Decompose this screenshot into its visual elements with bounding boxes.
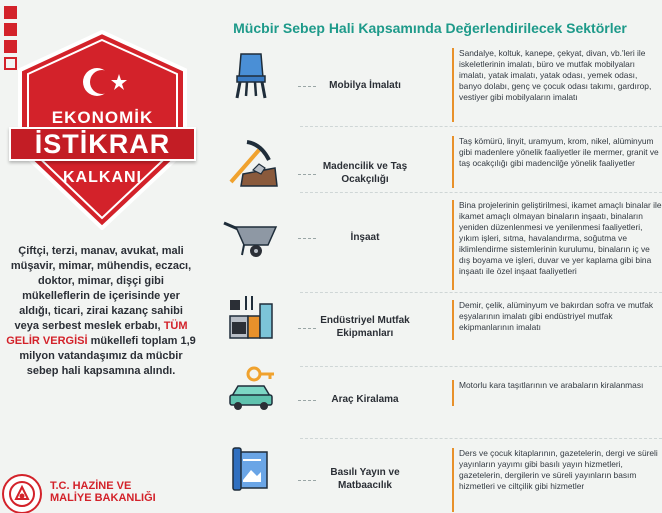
ministry-emblem-icon [2, 474, 42, 513]
ministry-logo-block [2, 472, 202, 513]
sector-name: Madencilik ve Taş Ocakçılığı [322, 161, 408, 185]
sector-name: Endüstriyel Mutfak Ekipmanları [320, 315, 410, 339]
sector-description: Ders ve çocuk kitaplarının, gazetelerin, dergi ve süreli yayınların yayımı gibi basılı yayın hizmetleri, gazetelerin, dergilerin ve süreli yayınların basım hizmetleri ve ciltçilik gibi hizmetler [452, 448, 662, 512]
announcement-text [6, 244, 196, 379]
left-panel [0, 0, 200, 513]
brand-line2: İSTİKRAR [9, 127, 196, 161]
sector-row-construction [210, 200, 662, 274]
brand-line1: EKONOMİK [51, 108, 154, 127]
announcement-highlight: TÜM GELİR VERGİSİ [6, 320, 188, 347]
sector-name: Basılı Yayın ve Matbaacılık [330, 467, 400, 491]
car-key-icon [222, 364, 280, 414]
sector-row-car-rental [210, 362, 662, 436]
sector-name: Araç Kiralama [331, 393, 399, 405]
sector-row-printing [210, 442, 662, 513]
sector-name: İnşaat [350, 231, 380, 243]
sector-row-furniture [210, 48, 662, 122]
sector-description: Bina projelerinin geliştirilmesi, ikamet amaçlı binalar ile ikamet amaçlı olmayan binaların inşaatı, binaların yeniden düzenlenmesi ve yenilenmesi faaliyetleri, yıkım işleri, sıtma, havalandırma, soğutma ve iklimlendirme sistemlerinin kurulumu, binaların iç ve dış boyama ve işleri, duvar ve yer kaplama gibi bina inşaatı ile özel inşaat faaliyetleri [452, 200, 662, 290]
sector-row-kitchen [210, 290, 662, 364]
sector-description: Motorlu kara taşıtlarının ve arabaların kiralanması [452, 380, 662, 406]
ministry-name: T.C. HAZİNE VE MALİYE BAKANLIĞI [50, 480, 156, 504]
chair-icon [222, 50, 280, 100]
announcement-part1: Çiftçi, terzi, manav, avukat, mali müşavir, mimar, mühendis, eczacı, doktor, mimar, dişçi gibi mükelleflerin de içerisinde yer aldığı, ticari, zirai kazanç sahibi veya serbest meslek erbabı, [10, 245, 192, 332]
sector-description: Taş kömürü, linyit, uramyum, krom, nikel, alüminyum gibi madenlere yönelik faaliyetler ile mermer, granit ve taş ocakçılığı gibi madencilğe yönelik faaliyetler [452, 136, 662, 188]
sector-row-mining [210, 136, 662, 210]
brand-shield [15, 30, 190, 230]
page-title: Mücbir Sebep Hali Kapsamında Değerlendirilecek Sektörler [233, 20, 627, 36]
announcement-part2: mükellefi toplam 1,9 milyon vatandaşımız da mücbir sebep hali kapsamına alındı. [19, 335, 196, 377]
sector-description: Demir, çelik, alüminyum ve bakırdan sofra ve mutfak eşyalarının imalatı gibi endüstriyel mutfak ekipmanlarının imalatı [452, 300, 662, 340]
sector-description: Sandalye, koltuk, kanepe, çekyat, divan, vb.'leri ile iskeletlerinin imalatı, büro ve mutfak mobilyaları imalatı, yatak imalatı, yatak odası, yemek odası, banyo dolabı, genç ve çocuk odası takımı, gardırop, vestiyer gibi mobilyaların imalatı [452, 48, 662, 122]
wheelbarrow-icon [222, 214, 280, 264]
print-icon [222, 444, 280, 494]
brand-line3: KALKANI [63, 169, 142, 186]
sector-name: Mobilya İmalatı [329, 79, 401, 91]
kitchen-icon [222, 292, 280, 342]
pickaxe-icon [222, 138, 280, 188]
